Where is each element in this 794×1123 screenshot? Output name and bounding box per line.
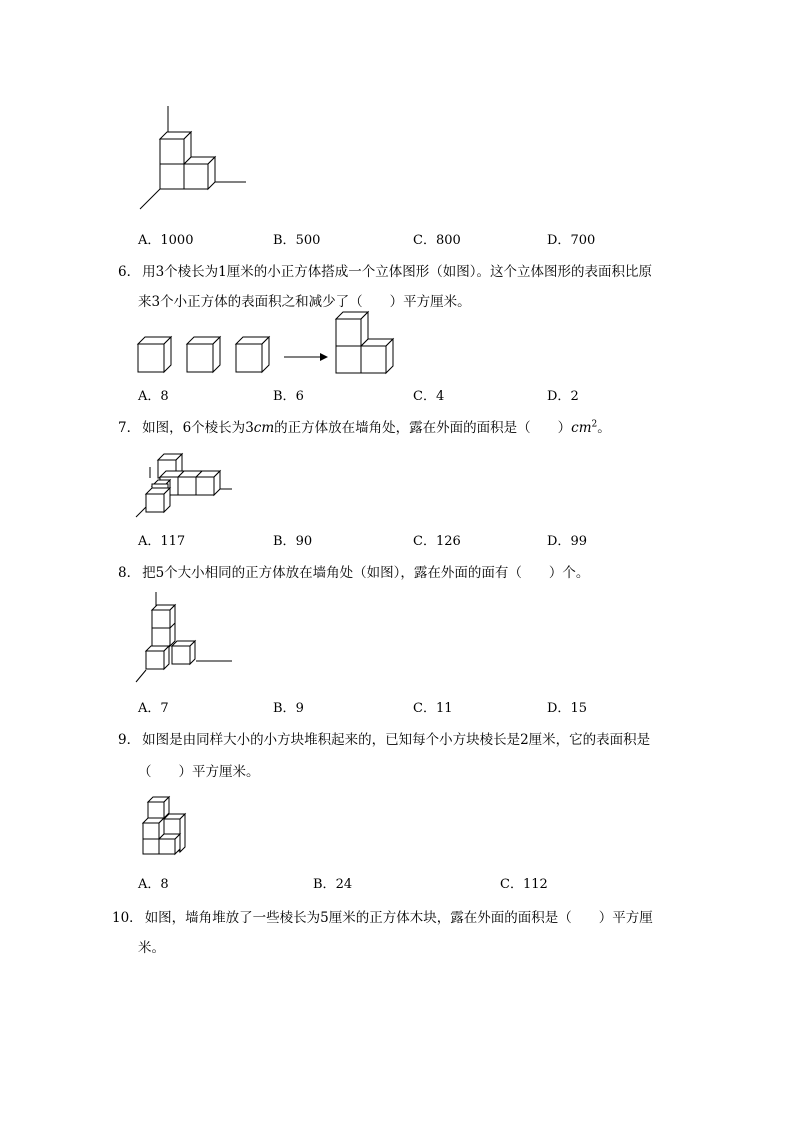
edge-value: 3 (245, 420, 254, 436)
option-letter: A． (138, 701, 161, 716)
option-value: 7 (160, 701, 169, 716)
q8-option-a[interactable] (138, 697, 169, 716)
q9-text-line1 (118, 728, 650, 748)
q6-text-line2 (138, 290, 471, 310)
option-value: 6 (295, 389, 304, 404)
option-letter: C． (413, 233, 436, 248)
option-value: 117 (160, 534, 186, 549)
q8-option-b[interactable] (273, 697, 304, 716)
q8-cube-figure (134, 590, 244, 686)
option-letter: B． (273, 701, 296, 716)
q8-option-d[interactable] (547, 697, 587, 716)
option-value: 500 (295, 233, 321, 248)
q7-option-b[interactable] (273, 530, 312, 549)
option-letter: A． (138, 534, 161, 549)
option-letter: C． (413, 389, 436, 404)
option-value: 15 (570, 701, 587, 716)
area-exponent: 2 (591, 419, 598, 430)
question-number: 6． (118, 264, 141, 280)
question-number: 8． (118, 565, 141, 581)
question-number: 9． (118, 732, 141, 748)
q10-text-line2 (138, 936, 165, 956)
question-text: 把5个大小相同的正方体放在墙角处（如图），露在外面的面有（ ）个。 (142, 565, 590, 581)
q6-option-a[interactable] (138, 385, 169, 404)
option-value: 126 (435, 534, 461, 549)
q9-option-c[interactable] (500, 873, 548, 892)
q6-text-line1 (118, 260, 652, 280)
option-value: 2 (570, 389, 579, 404)
option-value: 24 (335, 877, 353, 892)
option-letter: D． (547, 534, 571, 549)
q5-cube-figure (130, 100, 260, 215)
option-value: 112 (522, 877, 548, 892)
question-text: 米。 (138, 940, 165, 956)
option-value: 1000 (160, 233, 194, 248)
q6-option-d[interactable] (547, 385, 579, 404)
option-value: 9 (295, 701, 304, 716)
q5-option-d[interactable] (547, 229, 595, 248)
question-number: 10． (112, 910, 143, 926)
question-text: 用3个棱长为1厘米的小正方体搭成一个立体图形（如图）。这个立体图形的表面积比原 (142, 264, 653, 280)
option-letter: B． (273, 389, 296, 404)
option-value: 800 (435, 233, 461, 248)
q9-text-line2 (138, 760, 260, 780)
option-letter: C． (413, 701, 436, 716)
option-letter: B． (273, 534, 296, 549)
q6-option-b[interactable] (273, 385, 304, 404)
option-letter: A． (138, 389, 161, 404)
option-value: 700 (570, 233, 596, 248)
option-letter: C． (413, 534, 436, 549)
option-letter: D． (547, 389, 571, 404)
question-number: 7． (118, 420, 141, 436)
question-text: 的正方体放在墙角处，露在外面的面积是（ ） (274, 420, 572, 436)
question-text: 如图，墙角堆放了一些棱长为5厘米的正方体木块，露在外面的面积是（ ）平方厘 (144, 910, 653, 926)
question-text: 来3个小正方体的表面积之和减少了（ ）平方厘米。 (138, 294, 471, 310)
option-letter: A． (138, 877, 161, 892)
q9-option-b[interactable] (313, 873, 352, 892)
option-letter: D． (547, 233, 571, 248)
q6-option-c[interactable] (413, 385, 444, 404)
question-text: 如图是由同样大小的小方块堆积起来的，已知每个小方块棱长是2厘米，它的表面积是 (142, 732, 651, 748)
q5-option-c[interactable] (413, 229, 461, 248)
question-text: 如图，6个棱长为 (142, 420, 246, 436)
option-letter: A． (138, 233, 161, 248)
q7-text (118, 416, 611, 436)
q6-cube-figure (134, 312, 404, 376)
option-letter: C． (500, 877, 523, 892)
option-letter: B． (273, 233, 296, 248)
option-value: 99 (570, 534, 587, 549)
q7-option-c[interactable] (413, 530, 461, 549)
q8-text (118, 561, 589, 581)
q5-option-a[interactable] (138, 229, 193, 248)
option-value: 11 (435, 701, 453, 716)
question-text: 。 (597, 420, 611, 436)
q9-cube-figure (138, 792, 198, 858)
edge-unit: cm (253, 420, 275, 436)
area-unit: cm (571, 420, 592, 436)
question-text: （ ）平方厘米。 (138, 764, 260, 780)
option-letter: D． (547, 701, 571, 716)
q7-option-d[interactable] (547, 530, 587, 549)
option-value: 8 (160, 389, 169, 404)
q7-cube-figure (134, 448, 244, 520)
option-value: 4 (435, 389, 445, 404)
option-value: 90 (295, 534, 313, 549)
q7-option-a[interactable] (138, 530, 185, 549)
q8-option-c[interactable] (413, 697, 453, 716)
q5-option-b[interactable] (273, 229, 320, 248)
option-letter: B． (313, 877, 336, 892)
option-value: 8 (160, 877, 169, 892)
q10-text-line1 (112, 906, 653, 926)
q9-option-a[interactable] (138, 873, 169, 892)
